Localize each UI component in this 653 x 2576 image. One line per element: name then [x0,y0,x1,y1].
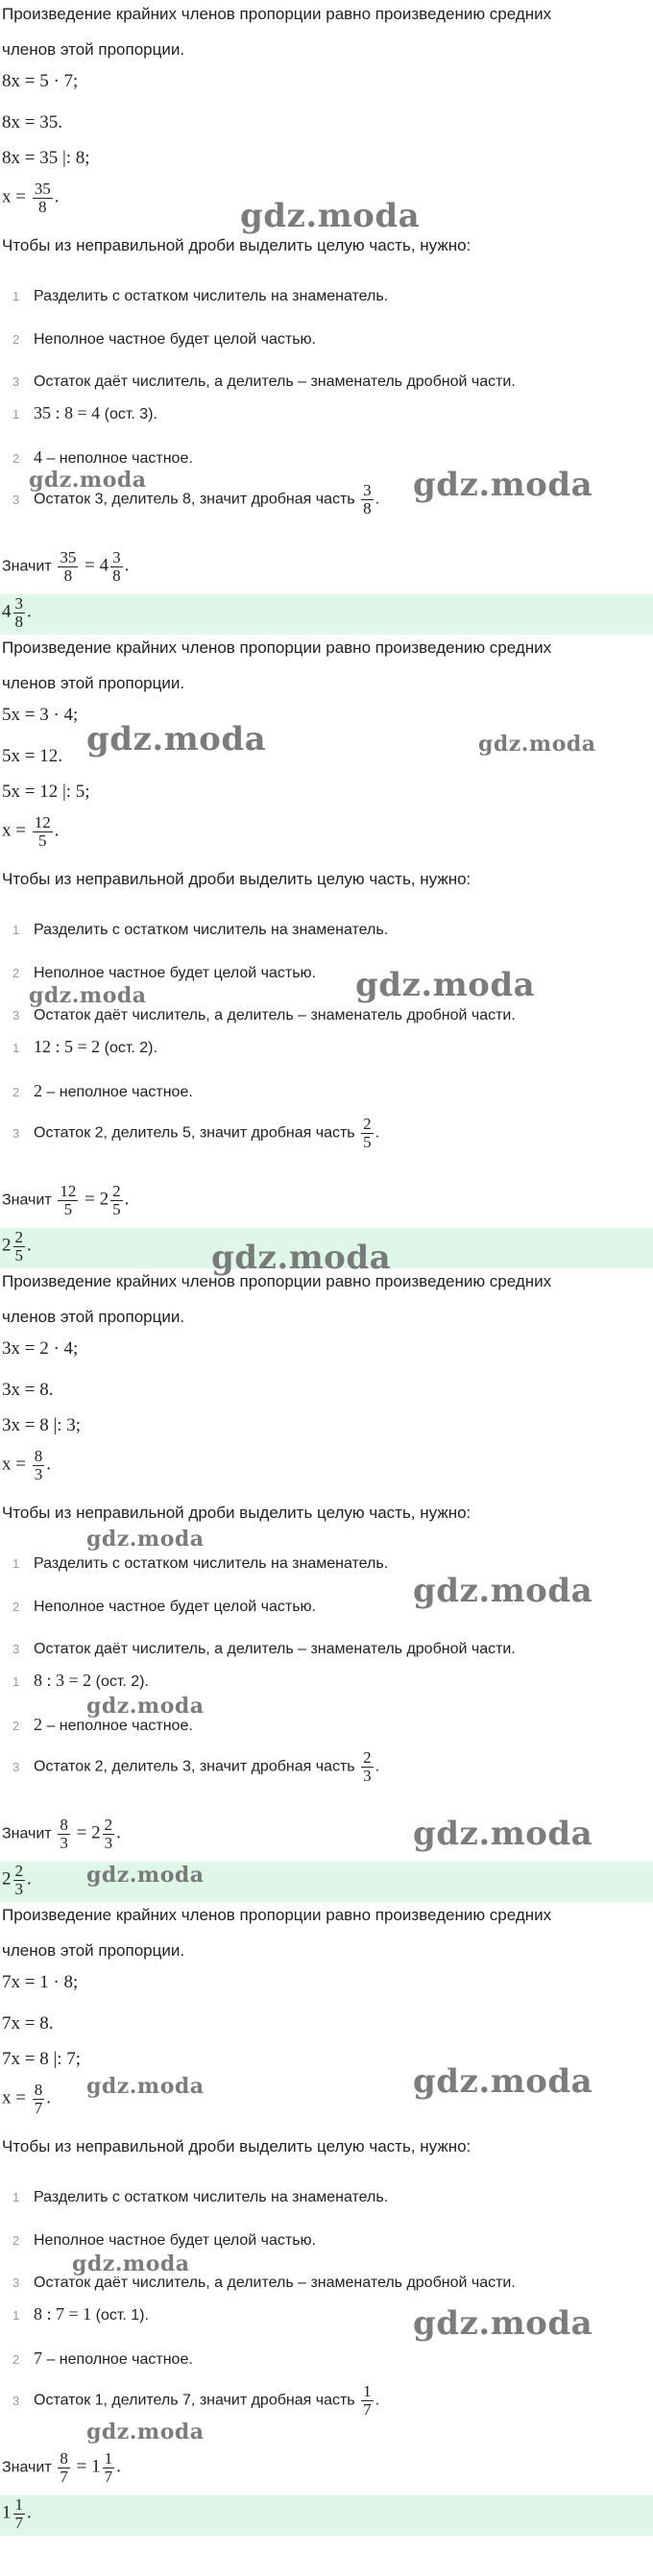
answer: 1 $\frac{1}{7}$ . [2,2495,32,2532]
substep-item: 3 Остаток 1, делитель 7, значит дробная часть $\frac{1}{7}$ . [12,2382,380,2419]
substep-item: 1 8 : 7 = 1 (ост. 1). [12,2304,149,2323]
fraction: $\frac{3}{8}$ [363,481,372,518]
watermark: gdz.moda [86,2420,205,2444]
intro-line-2: членов этой пропорции. [2,1941,185,1960]
watermark: gdz.moda [86,720,267,758]
watermark: gdz.moda [413,1815,593,1853]
equation-2: 8x = 35. [2,112,62,132]
conclusion: Значит $\frac{35}{8}$ = 4 $\frac{3}{8}$ . [2,548,130,585]
answer-band [0,2495,653,2536]
rule-text: Чтобы из неправильной дроби выделить целую часть, нужно: [2,236,472,254]
equation-2: 3x = 8. [2,1380,54,1400]
fraction: $\frac{1}{7}$ [363,2382,372,2419]
solution-x: x = $\frac{12}{5}$ . [2,813,60,850]
intro-line-2: членов этой пропорции. [2,674,185,692]
fraction: $\frac{12}{5}$ [34,813,51,850]
step-item: 1 Разделить с остатком числитель на знаменатель. [12,1555,389,1572]
watermark: gdz.moda [86,2074,205,2099]
equation-3: 3x = 8 |: 3; [2,1415,82,1435]
watermark: gdz.moda [413,1572,593,1610]
solution-block [0,1901,653,2576]
fraction: $\frac{8}{7}$ [34,2081,43,2117]
step-item: 1 Разделить с остатком числитель на знаменатель. [12,288,389,304]
intro-line-1: Произведение крайних членов пропорции равно произведению средних [2,638,552,657]
rule-text: Чтобы из неправильной дроби выделить целую часть, нужно: [2,1504,472,1522]
watermark: gdz.moda [413,2304,593,2343]
solution-x: x = $\frac{35}{8}$ . [2,180,60,216]
fraction: $\frac{2}{5}$ [363,1115,372,1151]
fraction: $\frac{8}{3}$ [34,1447,43,1483]
substep-item: 2 4 – неполное частное. [12,447,193,467]
watermark: gdz.moda [72,2251,190,2276]
fraction: $\frac{35}{8}$ [34,180,51,216]
substep-item: 2 7 – неполное частное. [12,2348,193,2368]
equation-3: 7x = 8 |: 7; [2,2049,82,2069]
watermark: gdz.moda [211,1239,392,1277]
substep-item: 3 Остаток 2, делитель 3, значит дробная часть $\frac{2}{3}$ . [12,1748,380,1785]
intro-line-1: Произведение крайних членов пропорции равно произведению средних [2,1272,552,1290]
conclusion: Значит $\frac{8}{7}$ = 1 $\frac{1}{7}$ . [2,2449,121,2486]
step-item: 2 Неполное частное будет целой частью. [12,965,316,981]
answer: 2 $\frac{2}{5}$ . [2,1228,32,1264]
step-item: 2 Неполное частное будет целой частью. [12,2232,316,2249]
intro-line-2: членов этой пропорции. [2,1308,185,1326]
step-item: 2 Неполное частное будет целой частью. [12,1599,316,1615]
watermark: gdz.moda [86,1527,205,1552]
solution-block [0,0,653,634]
equation-2: 5x = 12. [2,746,62,766]
equation-1: 8x = 5 · 7; [2,71,79,91]
intro-line-2: членов этой пропорции. [2,40,185,59]
step-item: 3 Остаток даёт числитель, а делитель – знаменатель дробной части. [12,373,516,390]
watermark: gdz.moda [413,2062,593,2101]
substep-item: 1 8 : 3 = 2 (ост. 2). [12,1671,149,1690]
substep-item: 2 2 – неполное частное. [12,1715,193,1734]
conclusion: Значит $\frac{8}{3}$ = 2 $\frac{2}{3}$ . [2,1816,121,1852]
conclusion: Значит $\frac{12}{5}$ = 2 $\frac{2}{5}$ . [2,1182,130,1218]
substep-item: 1 12 : 5 = 2 (ост. 2). [12,1037,157,1056]
step-item: 3 Остаток даёт числитель, а делитель – знаменатель дробной части. [12,1641,516,1657]
watermark: gdz.moda [29,468,147,493]
rule-text: Чтобы из неправильной дроби выделить целую часть, нужно: [2,2137,472,2155]
watermark: gdz.moda [355,966,536,1004]
watermark: gdz.moda [478,732,596,757]
intro-line-1: Произведение крайних членов пропорции равно произведению средних [2,5,552,23]
equation-3: 8x = 35 |: 8; [2,148,90,168]
watermark: gdz.moda [240,197,421,235]
intro-line-1: Произведение крайних членов пропорции равно произведению средних [2,1906,552,1924]
solution-x: x = $\frac{8}{7}$ . [2,2081,51,2117]
watermark: gdz.moda [86,1863,205,1888]
substep-item: 2 2 – неполное частное. [12,1081,193,1100]
substep-item: 3 Остаток 3, делитель 8, значит дробная часть $\frac{3}{8}$ . [12,481,380,518]
solution-x: x = $\frac{8}{3}$ . [2,1447,51,1483]
equation-1: 7x = 1 · 8; [2,1972,79,1992]
substep-item: 1 35 : 8 = 4 (ост. 3). [12,403,157,422]
answer: 2 $\frac{2}{3}$ . [2,1862,32,1898]
equation-3: 5x = 12 |: 5; [2,782,90,802]
watermark: gdz.moda [29,983,147,1008]
step-item: 1 Разделить с остатком числитель на знаменатель. [12,922,389,938]
step-item: 2 Неполное частное будет целой частью. [12,331,316,348]
substep-item: 3 Остаток 2, делитель 5, значит дробная часть $\frac{2}{5}$ . [12,1115,380,1151]
fraction: $\frac{2}{3}$ [363,1748,372,1785]
watermark: gdz.moda [86,1694,205,1719]
answer-band [0,594,653,635]
step-item: 1 Разделить с остатком числитель на знаменатель. [12,2189,389,2205]
answer: 4 $\frac{3}{8}$ . [2,594,32,631]
rule-text: Чтобы из неправильной дроби выделить целую часть, нужно: [2,870,472,888]
equation-2: 7x = 8. [2,2013,54,2034]
step-item: 3 Остаток даёт числитель, а делитель – знаменатель дробной части. [12,1007,516,1023]
equation-1: 5x = 3 · 4; [2,705,79,725]
step-item: 3 Остаток даёт числитель, а делитель – знаменатель дробной части. [12,2275,516,2291]
watermark: gdz.moda [413,466,593,504]
equation-1: 3x = 2 · 4; [2,1338,79,1359]
